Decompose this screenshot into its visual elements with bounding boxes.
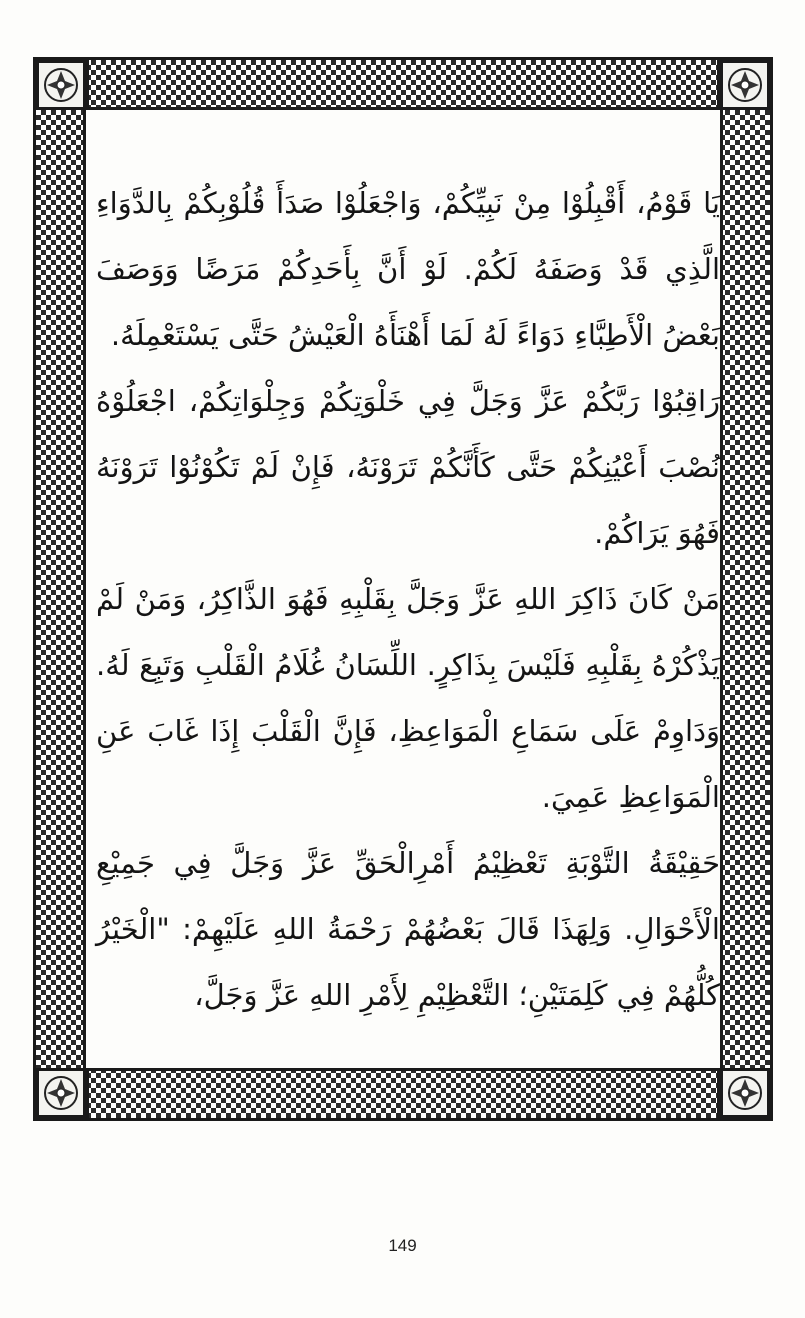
corner-ornament-icon [36,1068,86,1118]
paragraph: رَاقِبُوْا رَبَّكُمْ عَزَّ وَجَلَّ فِي خَلْوَتِكُمْ وَجِلْوَاتِكُمْ، اجْعَلُوْهُ نُصْبَ أَعْيُنِكُمْ حَتَّى كَأَنَّكُمْ تَرَوْنَهُ، فَإِنْ لَمْ تَكُوْنُوْا تَرَوْنَهُ فَهُوَ يَرَاكُمْ. [96,384,720,550]
frame-border-bottom [36,1068,770,1118]
page-number: 149 [388,1236,417,1255]
paragraph: مَنْ كَانَ ذَاكِرَ اللهِ عَزَّ وَجَلَّ بِقَلْبِهِ فَهُوَ الذَّاكِرُ، وَمَنْ لَمْ يَذْكُرْهُ بِقَلْبِهِ فَلَيْسَ بِذَاكِرٍ. اللِّسَانُ غُلَامُ الْقَلْبِ وَتَبِعَ لَهُ. وَدَاوِمْ عَلَى سَمَاعِ الْمَوَاعِظِ، فَإِنَّ الْقَلْبَ إِذَا غَابَ عَنِ الْمَوَاعِظِ عَمِيَ. [96,582,720,814]
frame-border-left [36,60,86,1118]
corner-ornament-icon [36,60,86,110]
paragraph: حَقِيْقَةُ التَّوْبَةِ تَعْظِيْمُ أَمْرِالْحَقِّ عَزَّ وَجَلَّ فِي جَمِيْعِ الْأَحْوَالِ. وَلِهَذَا قَالَ بَعْضُهُمْ رَحْمَةُ اللهِ عَلَيْهِمْ: "الْخَيْرُ كُلُّهُمْ فِي كَلِمَتَيْنِ؛ التَّعْظِيْمِ لِأَمْرِ اللهِ عَزَّ وَجَلَّ، [96,846,720,1012]
body-text [96,170,720,1028]
corner-ornament-icon [720,1068,770,1118]
corner-ornament-icon [720,60,770,110]
paragraph: يَا قَوْمُ، أَقْبِلُوْا مِنْ نَبِيِّكُمْ، وَاجْعَلُوْا صَدَأَ قُلُوْبِكُمْ بِالدَّوَاءِ الَّذِي قَدْ وَصَفَهُ لَكُمْ. لَوْ أَنَّ بِأَحَدِكُمْ مَرَضًا وَوَصَفَ بَعْضُ الْأَطِبَّاءِ دَوَاءً لَهُ لَمَا أَهْنَأَهُ الْعَيْشُ حَتَّى يَسْتَعْمِلَهُ. [96,186,720,352]
frame-border-right [720,60,770,1118]
frame-border-top [36,60,770,110]
